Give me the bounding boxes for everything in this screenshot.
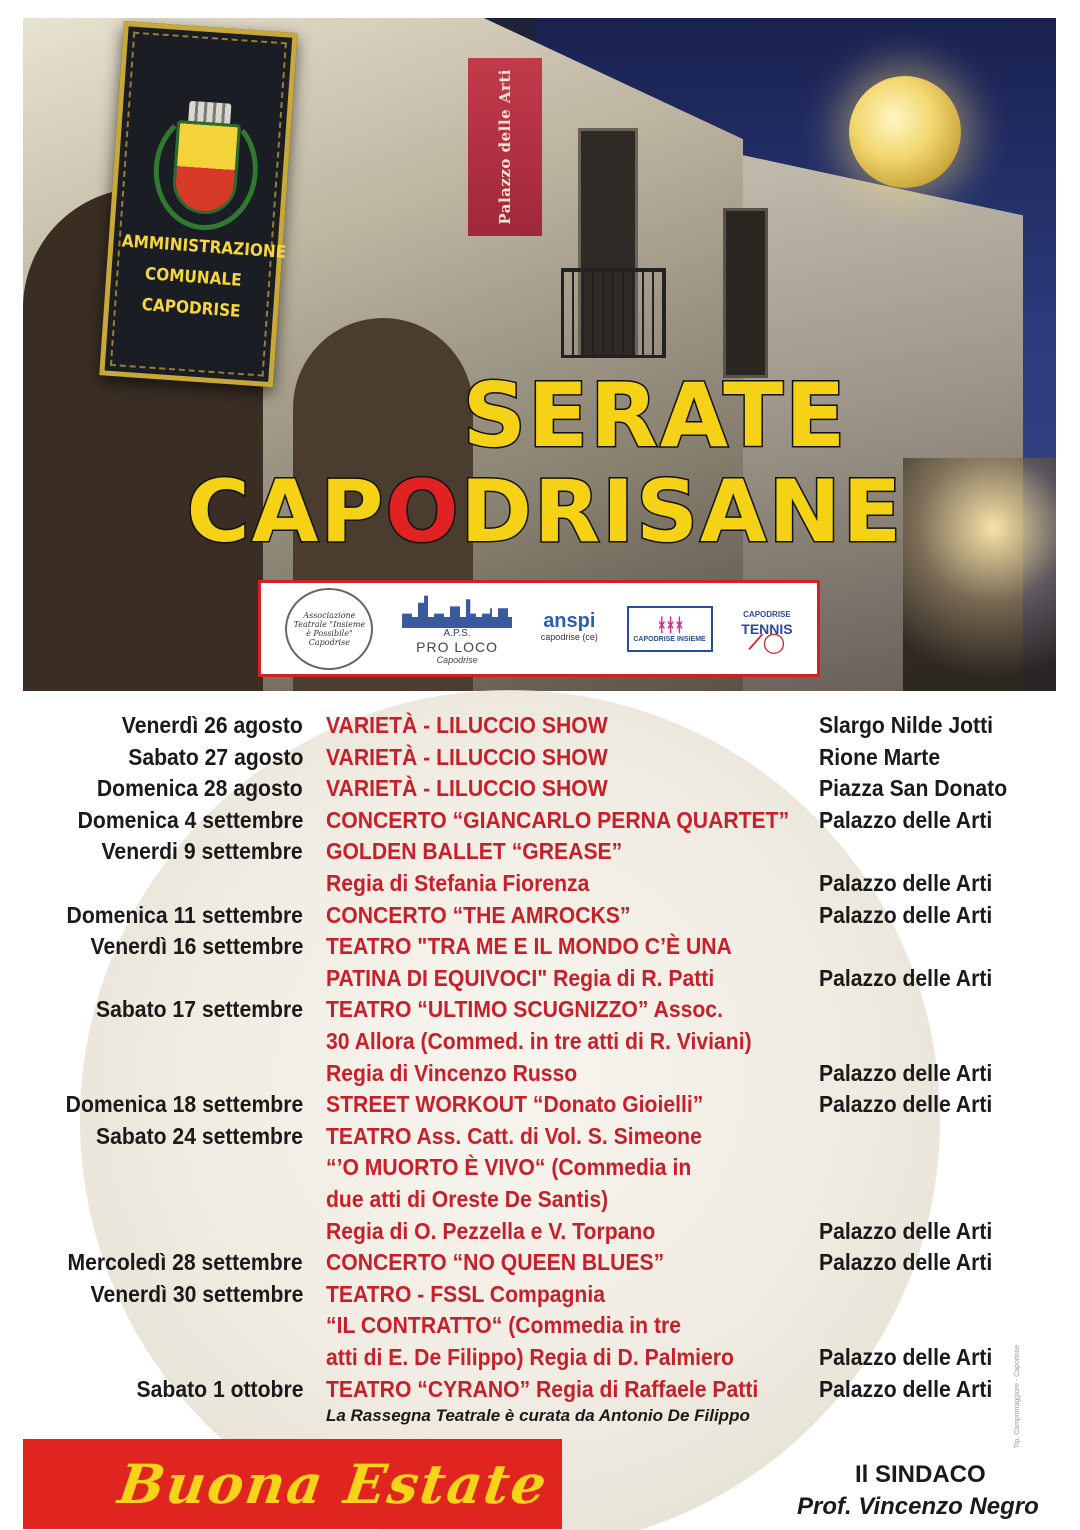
curator-note: La Rassegna Teatrale è curata da Antonio De Filippo <box>326 1406 750 1425</box>
schedule-date: Mercoledì 28 settembre <box>67 1249 303 1276</box>
palazzo-banner <box>468 58 542 236</box>
schedule-date: Domenica 18 settembre <box>65 1091 303 1118</box>
title-part: CAP <box>186 462 386 562</box>
anspi-logo <box>540 609 598 645</box>
skyline-icon <box>402 592 512 628</box>
schedule-row <box>0 930 1080 962</box>
schedule-place: Palazzo delle Arti <box>819 1249 993 1276</box>
schedule-row <box>0 804 1080 836</box>
schedule-date: Domenica 11 settembre <box>66 901 303 928</box>
schedule-place: Palazzo delle Arti <box>819 1217 993 1244</box>
schedule-event: PATINA DI EQUIVOCI" Regia di R. Patti <box>326 964 715 991</box>
schedule-event: “IL CONTRATTO“ (Commedia in tre <box>326 1312 682 1339</box>
schedule-event: STREET WORKOUT “Donato Gioielli” <box>326 1091 704 1118</box>
schedule-event: TEATRO “CYRANO” Regia di Raffaele Patti <box>326 1375 759 1402</box>
schedule-date: Venerdi 9 settembre <box>101 838 303 865</box>
schedule-place: Piazza San Donato <box>819 775 1008 802</box>
people-icon: ᚼᚼᚼ <box>656 614 683 635</box>
administration-text <box>116 226 287 329</box>
schedule-event: Regia di O. Pezzella e V. Torpano <box>326 1217 656 1244</box>
title-serate: SERATE <box>462 364 848 467</box>
schedule-event: CONCERTO “THE AMROCKS” <box>326 901 631 928</box>
schedule-date: Sabato 27 agosto <box>127 743 303 770</box>
schedule-event: TEATRO "TRA ME E IL MONDO C’È UNA <box>326 933 732 960</box>
tennis-racket-icon: ⟋◯ <box>748 631 786 654</box>
polisportiva-name: CAPODRISE INSIEME <box>633 635 706 643</box>
schedule-event: Regia di Stefania Fiorenza <box>326 870 590 896</box>
schedule-event: GOLDEN BALLET “GREASE” <box>326 838 623 865</box>
tennis-top: CAPODRISE <box>743 609 791 619</box>
greeting-text: Buona Estate <box>114 1452 553 1516</box>
schedule-row <box>0 1246 1080 1278</box>
schedule-row <box>0 835 1080 867</box>
schedule-row <box>0 1120 1080 1152</box>
schedule-place: Palazzo delle Arti <box>819 870 993 896</box>
mayor-title: Il SINDACO <box>855 1461 986 1488</box>
schedule-row <box>0 772 1080 804</box>
schedule-date: Sabato 1 ottobre <box>136 1375 303 1402</box>
schedule-event: due atti di Oreste De Santis) <box>326 1186 609 1212</box>
schedule-date: Domenica 28 agosto <box>97 775 303 802</box>
schedule-place: Palazzo delle Arti <box>819 1059 993 1086</box>
title-capodrisane <box>100 462 990 562</box>
schedule-date: Venerdì 30 settembre <box>90 1280 303 1307</box>
schedule-date: Domenica 4 settembre <box>77 806 303 833</box>
hero-photo <box>23 18 1056 691</box>
schedule-place: Palazzo delle Arti <box>819 1344 993 1370</box>
schedule-event: “’O MUORTO È VIVO“ (Commedia in <box>326 1154 692 1181</box>
anspi-name: anspi <box>543 609 596 632</box>
schedule-place: Palazzo delle Arti <box>819 1375 993 1402</box>
schedule-row <box>0 993 1080 1025</box>
mayor-name: Prof. Vincenzo Negro <box>797 1493 1039 1520</box>
schedule-event: Regia di Vincenzo Russo <box>326 1059 578 1086</box>
schedule-row <box>0 1151 1080 1183</box>
schedule-row <box>0 1278 1080 1310</box>
schedule-date: Sabato 24 settembre <box>96 1122 303 1149</box>
banner-text: Palazzo delle Arti <box>496 69 514 225</box>
proloco-name: PRO LOCO <box>416 639 499 655</box>
schedule-row <box>0 1088 1080 1120</box>
schedule-event: VARIETÀ - LILUCCIO SHOW <box>326 743 608 770</box>
moon-icon <box>849 76 961 188</box>
proloco-aps: A.P.S. <box>443 628 471 639</box>
title-part-red: O <box>385 462 461 562</box>
balcony <box>561 268 666 358</box>
title-part: DRISANE <box>460 462 904 562</box>
schedule-place: Rione Marte <box>819 743 941 770</box>
schedule-event: 30 Allora (Commed. in tre atti di R. Viviani) <box>326 1028 752 1054</box>
schedule-row <box>0 709 1080 741</box>
sponsor-logos <box>258 580 820 677</box>
schedule-row <box>0 1309 1080 1341</box>
schedule-row <box>0 962 1080 994</box>
schedule-event: TEATRO “ULTIMO SCUGNIZZO” Assoc. <box>326 996 723 1023</box>
schedule-place: Palazzo delle Arti <box>819 806 993 833</box>
proloco-city: Capodrise <box>436 655 478 665</box>
admin-line: CAPODRISE <box>141 294 242 322</box>
schedule-place: Palazzo delle Arti <box>819 901 993 928</box>
schedule-row <box>0 1373 1080 1405</box>
assoc-teatrale-logo: Associazione Teatrale "Insieme è Possibile" Capodrise <box>285 588 373 670</box>
schedule-date: Sabato 17 settembre <box>96 996 303 1023</box>
schedule-event: VARIETÀ - LILUCCIO SHOW <box>326 712 608 738</box>
schedule-row <box>0 741 1080 773</box>
schedule-date: Venerdì 16 settembre <box>90 933 303 960</box>
schedule-event: atti di E. De Filippo) Regia di D. Palmiero <box>326 1344 734 1370</box>
schedule-row <box>0 1025 1080 1057</box>
schedule-row <box>0 1057 1080 1089</box>
tennis-name: TENNIS <box>741 620 793 637</box>
tennis-logo <box>741 608 793 654</box>
proloco-logo <box>402 592 512 665</box>
schedule-row <box>0 1183 1080 1215</box>
schedule-row <box>0 1215 1080 1247</box>
schedule-row <box>0 1341 1080 1373</box>
greeting-banner <box>23 1439 562 1529</box>
schedule-place: Slargo Nilde Jotti <box>819 712 994 738</box>
admin-line: AMMINISTRAZIONE <box>121 231 287 263</box>
schedule-row <box>0 867 1080 899</box>
schedule-event: TEATRO - FSSL Compagnia <box>326 1280 606 1307</box>
admin-line: COMUNALE <box>144 264 243 291</box>
schedule-event: CONCERTO “GIANCARLO PERNA QUARTET” <box>326 806 790 833</box>
schedule-event: TEATRO Ass. Catt. di Vol. S. Simeone <box>326 1122 702 1149</box>
print-credit: Tip. Campomaggiore - Capodrise <box>1014 1345 1021 1449</box>
schedule-event: VARIETÀ - LILUCCIO SHOW <box>326 775 608 802</box>
anspi-city: capodrise (ce) <box>540 631 598 642</box>
schedule-row <box>0 899 1080 931</box>
schedule-place: Palazzo delle Arti <box>819 964 993 991</box>
schedule-event: CONCERTO “NO QUEEN BLUES” <box>326 1249 665 1276</box>
window <box>723 208 768 378</box>
schedule-date: Venerdì 26 agosto <box>121 712 303 738</box>
schedule-place: Palazzo delle Arti <box>819 1091 993 1118</box>
polisportiva-logo <box>627 606 713 652</box>
administration-flag <box>99 21 297 387</box>
